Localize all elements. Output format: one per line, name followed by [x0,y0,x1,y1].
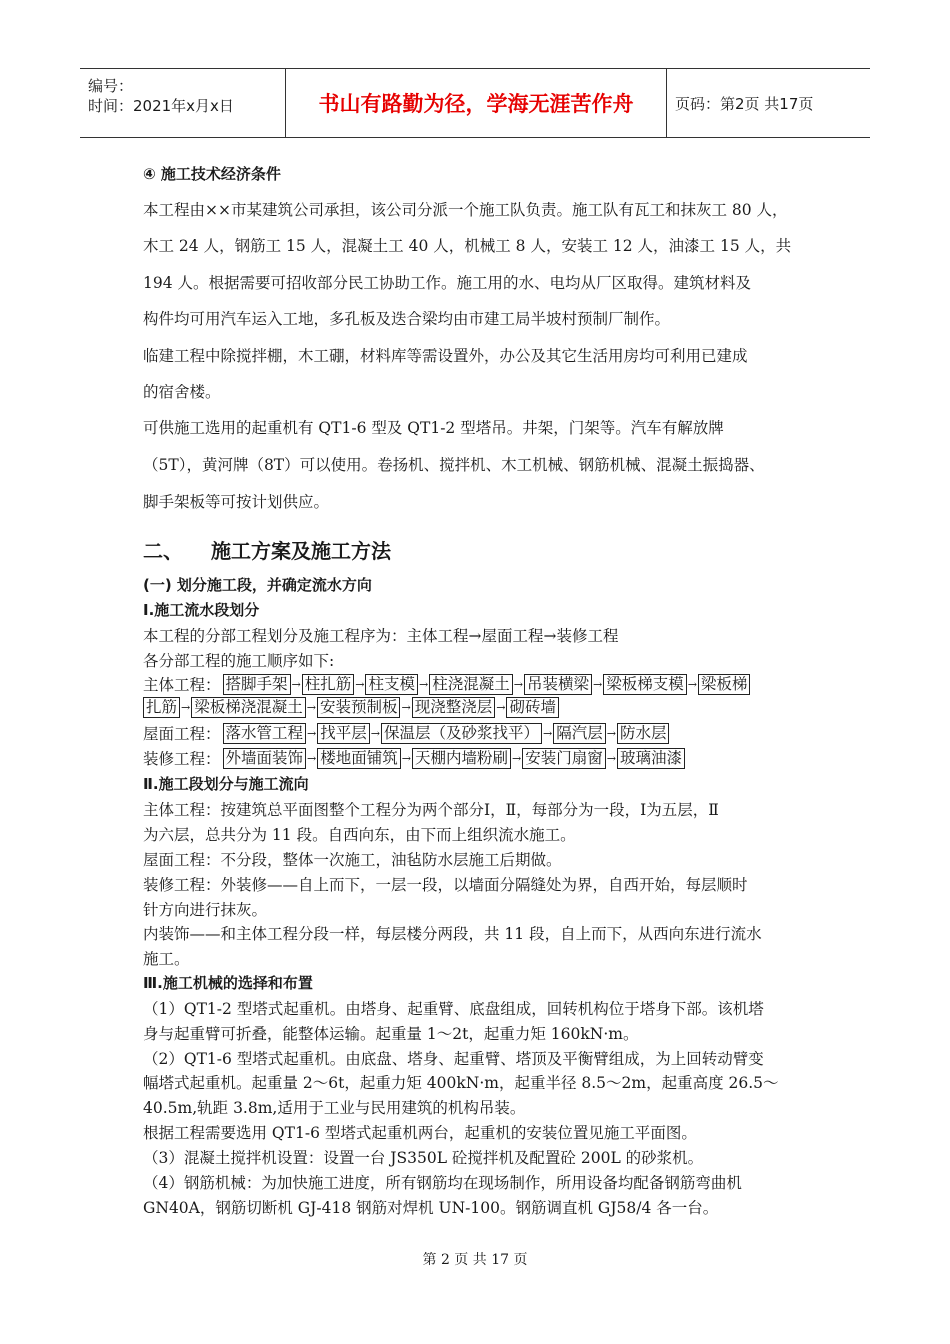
paragraph-line: （1）QT1-2 型塔式起重机。由塔身、起重臂、底盘组成，回转机构位于塔身下部。该机塔 [143,1000,764,1018]
flow-step: 扎筋 [143,697,180,718]
arrow-icon: → [355,677,365,691]
paragraph-line: 194 人。根据需要可招收部分民工协助工作。施工用的水、电均从厂区取得。建筑材料及 [143,274,752,292]
paragraph-line: 临建工程中除搅拌棚，木工硼，材料库等需设置外，办公及其它生活用房均可利用已建成 [143,347,748,365]
flow-label: 主体工程： [143,676,221,694]
chapter-number: 二、 [143,539,183,563]
page-footer: 第 2 页 共 17 页 [422,1252,528,1268]
paragraph-line: 各分部工程的施工顺序如下: [143,652,335,670]
header-motto: 书山有路勤为径，学海无涯苦作舟 [286,69,667,137]
flow-step: 梁板梯浇混凝土 [191,697,306,718]
flow-step: 吊装横梁 [524,674,592,695]
arrow-icon: → [401,701,411,714]
arrow-icon: → [496,701,506,714]
paragraph-line: 身与起重臂可折叠，能整体运输。起重量 1～2t，起重力矩 160kN·m。 [143,1025,639,1043]
paragraph-line: 为六层，总共分为 11 段。自西向东，由下而上组织流水施工。 [143,826,576,844]
flow-step: 现浇整浇层 [412,697,496,718]
arrow-icon: → [291,677,301,691]
flow-step: 柱扎筋 [302,674,355,695]
arrow-icon: → [306,701,316,714]
paragraph-line: 木工 24 人，钢筋工 15 人，混凝土工 40 人，机械工 8 人，安装工 12 人，油漆工 15 人，共 [143,237,792,255]
paragraph-line: 构件均可用汽车运入工地，多孔板及迭合梁均由市建工局半坡村预制厂制作。 [143,310,671,328]
paragraph-line: 施工。 [143,950,190,968]
code-label: 编号： [88,77,134,95]
arrow-icon: → [543,726,553,740]
paragraph-line: 主体工程：按建筑总平面图整个工程分为两个部分Ⅰ，Ⅱ，每部分为一段，Ⅰ为五层，Ⅱ [143,801,719,819]
flow-step: 砌砖墙 [506,697,559,718]
flow-label: 装修工程： [143,750,221,768]
section-title: ④ 施工技术经济条件 [143,165,281,183]
arrow-icon: → [687,677,697,691]
paragraph-line: （5T），黄河牌（8T）可以使用。卷扬机、搅拌机、木工机械、钢筋机械、混凝土振捣器、 [143,456,765,474]
flow-roof-row [143,722,669,744]
flow-step: 外墙面装饰 [223,748,307,769]
flow-step: 防水层 [617,723,670,744]
flow-step: 天棚内墙粉刷 [412,748,511,769]
paragraph-line: 可供施工选用的起重机有 QT1-6 型及 QT1-2 型塔吊。井架，门架等。汽车有解放牌 [143,419,724,437]
flow-step: 找平层 [317,723,370,744]
paragraph-line: GN40A，钢筋切断机 GJ-418 钢筋对焊机 UN-100。钢筋调直机 GJ58/4 各一台。 [143,1199,719,1217]
flow-step: 搭脚手架 [223,674,291,695]
flow-step: 保温层（及砂浆找平） [381,723,542,744]
flow-step: 安装门扇窗 [522,748,606,769]
paragraph-line: 内装饰——和主体工程分段一样，每层楼分两段，共 11 段，自上而下，从西向东进行流水 [143,925,762,943]
arrow-icon: → [307,751,317,765]
flow-step: 梁板梯 [698,674,751,695]
part-title: Ⅲ.施工机械的选择和布置 [143,974,313,992]
header-meta [80,69,286,137]
paragraph-line: 根据工程需要选用 QT1-6 型塔式起重机两台，起重机的安装位置见施工平面图。 [143,1124,697,1142]
arrow-icon: → [592,677,603,691]
arrow-icon: → [513,677,523,691]
paragraph-line: 本工程的分部工程划分及施工程序为：主体工程→屋面工程→装修工程 [143,627,619,645]
flow-label: 屋面工程： [143,725,221,743]
flow-step: 梁板梯支模 [603,674,687,695]
paragraph-line: 屋面工程：不分段，整体一次施工，油毡防水层施工后期做。 [143,851,562,869]
flow-step: 楼地面铺筑 [317,748,401,769]
paragraph-line: 装修工程：外装修——自上而下，一层一段，以墙面分隔缝处为界，自西开始，每层顺时 [143,876,748,894]
flow-main-row2 [143,697,559,718]
arrow-icon: → [512,751,522,765]
paragraph-line: 本工程由××市某建筑公司承担，该公司分派一个施工队负责。施工队有瓦工和抹灰工 80 人， [143,201,788,219]
time-label: 时间：2021年x月x日 [88,97,234,115]
header-page-info: 页码：第2页 共17页 [675,94,814,113]
arrow-icon: → [307,726,317,740]
flow-step: 柱浇混凝土 [429,674,513,695]
arrow-icon: → [181,701,191,714]
flow-step: 玻璃油漆 [617,748,685,769]
flow-step: 隔汽层 [553,723,606,744]
page-header [80,68,870,138]
paragraph-line: 针方向进行抹灰。 [143,901,268,919]
paragraph-line: （2）QT1-6 型塔式起重机。由底盘、塔身、起重臂、塔顶及平衡臂组成，为上回转动臂变 [143,1050,764,1068]
chapter-title: 施工方案及施工方法 [211,539,391,563]
arrow-icon: → [606,751,616,765]
arrow-icon: → [401,751,411,765]
paragraph-line: 脚手架板等可按计划供应。 [143,493,330,511]
flow-deco-row [143,747,685,769]
paragraph-line: 40.5m,轨距 3.8m,适用于工业与民用建筑的机构吊装。 [143,1099,526,1117]
flow-step: 安装预制板 [317,697,401,718]
flow-step: 柱支模 [365,674,418,695]
part-title: Ⅰ.施工流水段划分 [143,601,260,619]
paragraph-line: （4）钢筋机械：为加快施工进度，所有钢筋均在现场制作，所用设备均配备钢筋弯曲机 [143,1174,742,1192]
arrow-icon: → [370,726,380,740]
part-title: Ⅱ.施工段划分与施工流向 [143,775,309,793]
arrow-icon: → [419,677,429,691]
paragraph-line: 幅塔式起重机。起重量 2～6t，起重力矩 400kN·m，起重半径 8.5～2m，起重高度 26.5～ [143,1074,779,1092]
arrow-icon: → [606,726,616,740]
flow-step: 落水管工程 [223,723,307,744]
subsection-title: (一) 划分施工段，并确定流水方向 [143,576,372,594]
paragraph-line: 的宿舍楼。 [143,383,221,401]
paragraph-line: （3）混凝土搅拌机设置：设置一台 JS350L 砼搅拌机及配置砼 200L 的砂浆机。 [143,1149,704,1167]
chapter-heading [143,535,391,564]
flow-main-row1 [143,673,750,695]
